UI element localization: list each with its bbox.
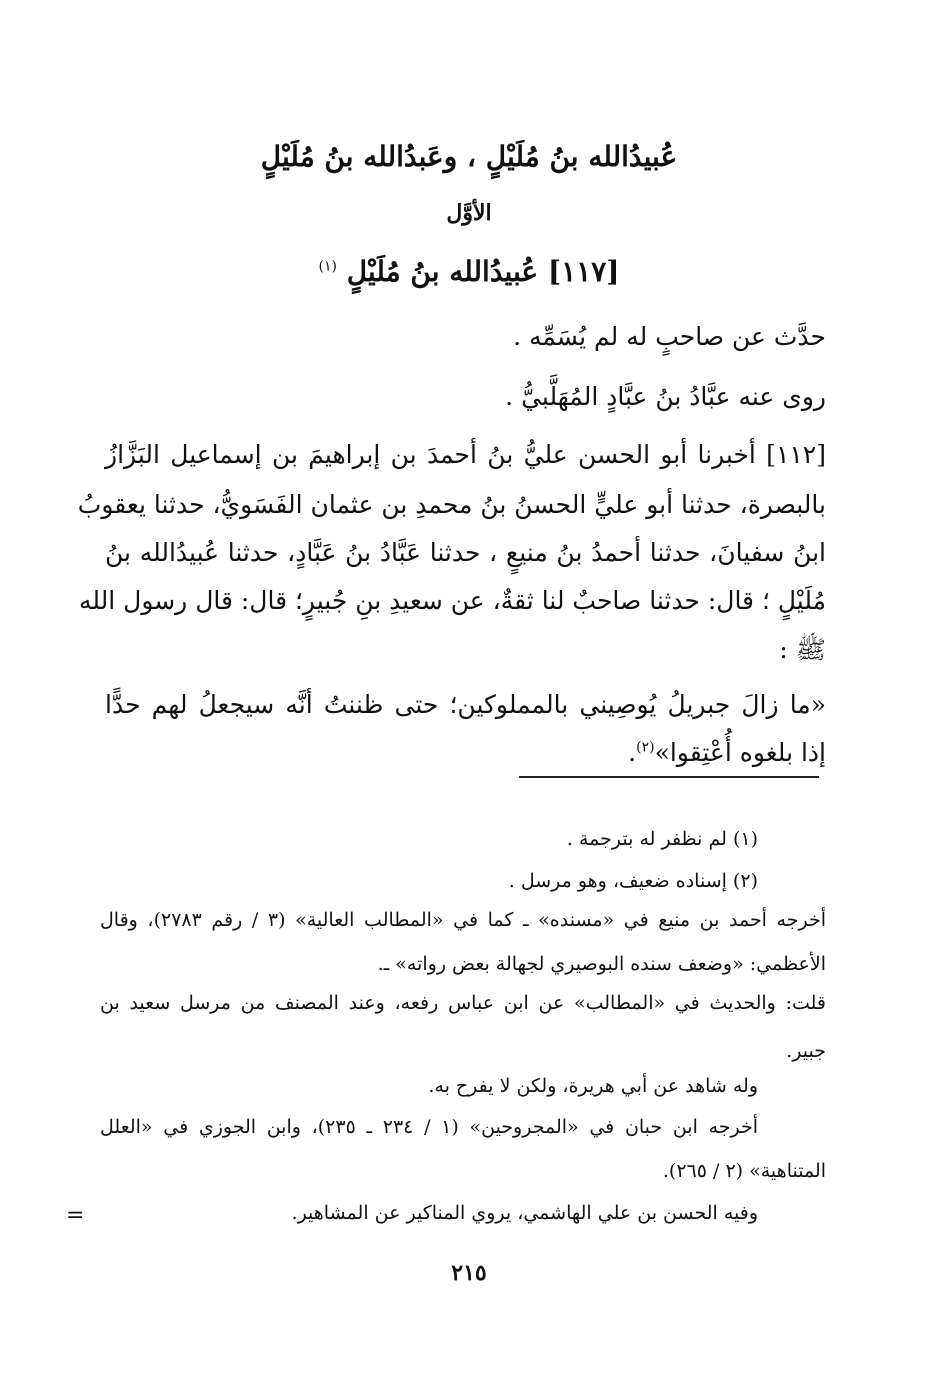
footnote-ref: (٢): [636, 739, 655, 756]
quote-last-line: إذا بلغوه أُعْتِقوا»$^{(٢)}$.: [628, 738, 826, 767]
hadith-line: بالبصرة، حدثنا أبو عليٍّ الحسنُ بنُ محمدِ بن عثمان الفَسَويُّ، حدثنا يعقوبُ: [77, 490, 826, 519]
bio-line: حدَّث عن صاحبٍ له لم يُسَمِّه .: [513, 322, 826, 351]
hadith-line: مُلَيْلٍ ؛ قال: حدثنا صاحبٌ لنا ثقةٌ، عن سعيدِ بنِ جُبيرٍ؛ قال: قال رسول الله: [78, 586, 826, 615]
entry-title: [١١٧] عُبيدُالله بنُ مُلَيْلٍ: [346, 255, 620, 288]
hadith-line: [١١٢] أخبرنا أبو الحسن عليُّ بنُ أحمدَ بن إبراهيمَ بن إسماعيل البَزَّازُ: [105, 440, 826, 469]
footnote-line: وفيه الحسن بن علي الهاشمي، يروي المناكير عن المشاهير.: [291, 1202, 758, 1224]
footnote-line: وله شاهد عن أبي هريرة، ولكن لا يفرح به.: [428, 1075, 758, 1097]
footnote-line: أخرجه ابن حبان في «المجروحين» (١ / ٢٣٤ ـ ٢٣٥)، وابن الجوزي في «العلل: [100, 1116, 759, 1138]
footnote-line: (٢) إسناده ضعيف، وهو مرسل .: [508, 870, 758, 892]
footnote-separator: [519, 776, 819, 778]
page-number: ٢١٥: [451, 1260, 487, 1286]
quote-line: «ما زالَ جبريلُ يُوصِيني بالمملوكين؛ حتى ظننتُ أنَّه سيجعلُ لهم حدًّا: [105, 690, 826, 719]
footnote-line: الأعظمي: «وضعف سنده البوصيري لجهالة بعض رواته» ـ.: [377, 953, 826, 975]
footnote-line: المتناهية» (٢ / ٢٦٥).: [662, 1160, 826, 1182]
quote-line: إذا بلغوه أُعْتِقوا»: [654, 738, 826, 767]
hadith-line: ﷺ :: [779, 635, 826, 664]
hadith-line: ابنُ سفيانَ، حدثنا أحمدُ بنُ منيعٍ ، حدثنا عَبَّادُ بنُ عَبَّادٍ، حدثنا عُبيدُالله بنُ: [105, 538, 826, 567]
footnote-line: قلت: والحديث في «المطالب» عن ابن عباس رفعه، وعند المصنف من مرسل سعيد بن: [100, 992, 826, 1014]
section-label: الأوَّل: [446, 200, 492, 226]
footnote-line: (١) لم نظفر له بترجمة .: [566, 828, 758, 850]
bio-line: روى عنه عبَّادُ بنُ عبَّادٍ المُهَلَّبيُّ .: [505, 382, 826, 411]
continuation-mark: =: [66, 1203, 85, 1228]
footnote-ref: (١): [318, 258, 337, 275]
entry-title-line: [0, 255, 938, 288]
main-title: عُبيدُالله بنُ مُلَيْلٍ ، وعَبدُالله بنُ مُلَيْلٍ: [260, 140, 678, 173]
footnote-line: أخرجه أحمد بن منيع في «مسنده» ـ كما في «المطالب العالية» (٣ / رقم ٢٧٨٣)، وقال: [100, 909, 826, 931]
footnote-line: جبير.: [786, 1040, 826, 1062]
